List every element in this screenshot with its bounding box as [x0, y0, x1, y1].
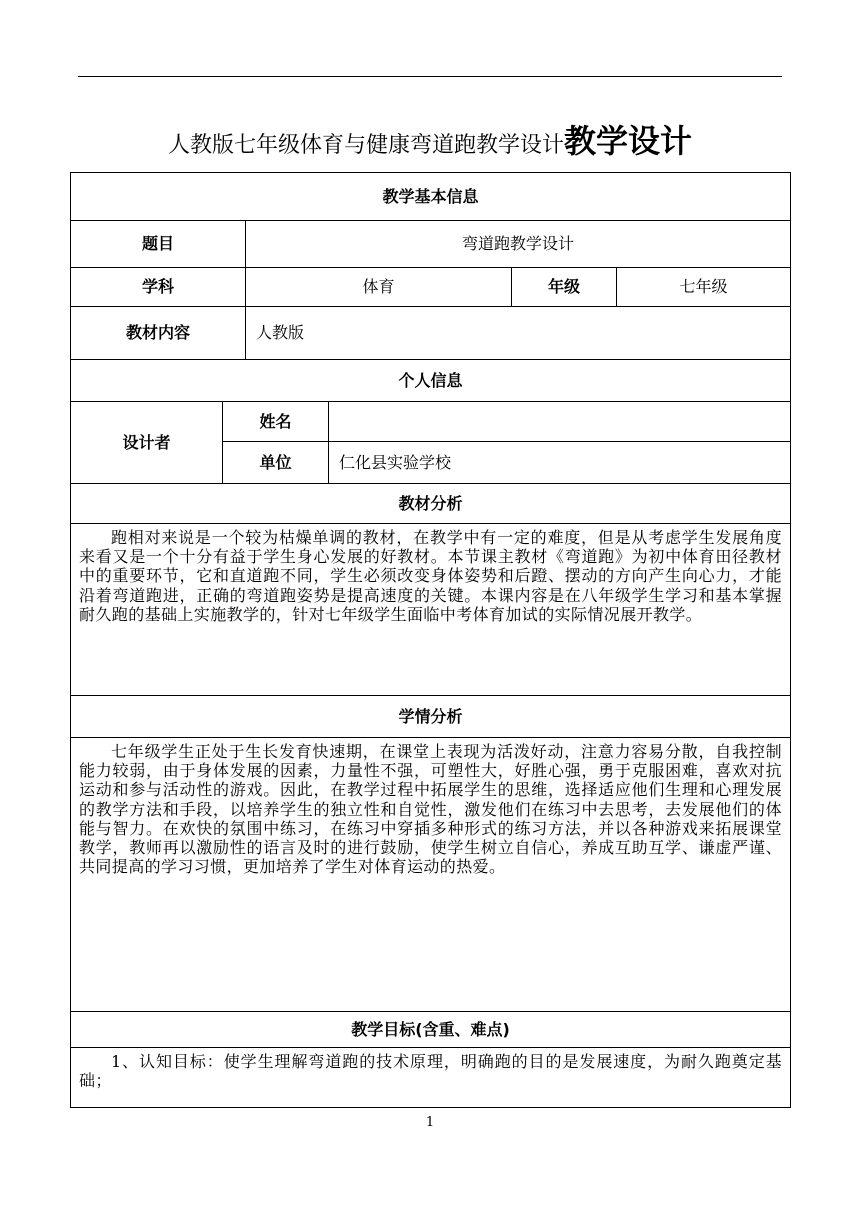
- unit-label: 单位: [223, 442, 329, 484]
- student-analysis-text: 七年级学生正处于生长发育快速期，在课堂上表现为活泼好动，注意力容易分散，自我控制能力较弱，由于身体发展的因素，力量性不强，可塑性大，好胜心强，勇于克服困难，喜欢对抗运动和参与活动性的游戏。因此，在教学过程中拓展学生的思维，选择适应他们生理和心理发展的教学方法和手段，以培养学生的独立性和自觉性，激发他们在练习中去思考，去发展他们的体能与智力。在欢快的氛围中练习，在练习中穿插多种形式的练习方法，并以各种游戏来拓展课堂教学，教师再以激励性的语言及时的进行鼓励，使学生树立自信心，养成互助互学、谦虚严谨、共同提高的学习习惯，更加培养了学生对体育运动的热爱。: [71, 738, 791, 1012]
- title-main: 人教版七年级体育与健康弯道跑教学设计: [167, 133, 564, 158]
- material-analysis-text: 跑相对来说是一个较为枯燥单调的教材，在教学中有一定的难度，但是从考虑学生发展角度来看又是一个十分有益于学生身心发展的好教材。本节课主教材《弯道跑》为初中体育田径教材中的重要环节，它和直道跑不同，学生必须改变身体姿势和后蹬、摆动的方向产生向心力，才能沿着弯道跑进，正确的弯道跑姿势是提高速度的关键。本课内容是在八年级学生学习和基本掌握耐久跑的基础上实施教学的，针对七年级学生面临中考体育加试的实际情况展开教学。: [71, 524, 791, 696]
- section-material-analysis: 教材分析: [71, 484, 791, 524]
- name-value: [329, 402, 791, 442]
- title-suffix: 教学设计: [564, 122, 693, 160]
- material-value: 人教版: [246, 307, 791, 360]
- name-label: 姓名: [223, 402, 329, 442]
- section-student-analysis: 学情分析: [71, 696, 791, 738]
- designer-label: 设计者: [71, 402, 223, 484]
- grade-value: 七年级: [617, 268, 791, 307]
- topic-label: 题目: [71, 221, 246, 268]
- unit-value: 仁化县实验学校: [329, 442, 791, 484]
- topic-value: 弯道跑教学设计: [246, 221, 791, 268]
- material-label: 教材内容: [71, 307, 246, 360]
- objective-item-1: 1、认知目标：使学生理解弯道跑的技术原理，明确跑的目的是发展速度，为耐久跑奠定基础；: [71, 1048, 791, 1108]
- section-basic-info: 教学基本信息: [71, 173, 791, 221]
- grade-label: 年级: [512, 268, 617, 307]
- header-rule: [78, 76, 782, 77]
- section-objectives: 教学目标(含重、难点): [71, 1012, 791, 1048]
- subject-label: 学科: [71, 268, 246, 307]
- document-title: [0, 116, 860, 162]
- subject-value: 体育: [246, 268, 512, 307]
- lesson-plan-table: [70, 172, 791, 1108]
- section-personal-info: 个人信息: [71, 360, 791, 402]
- page-number: 1: [425, 1115, 435, 1130]
